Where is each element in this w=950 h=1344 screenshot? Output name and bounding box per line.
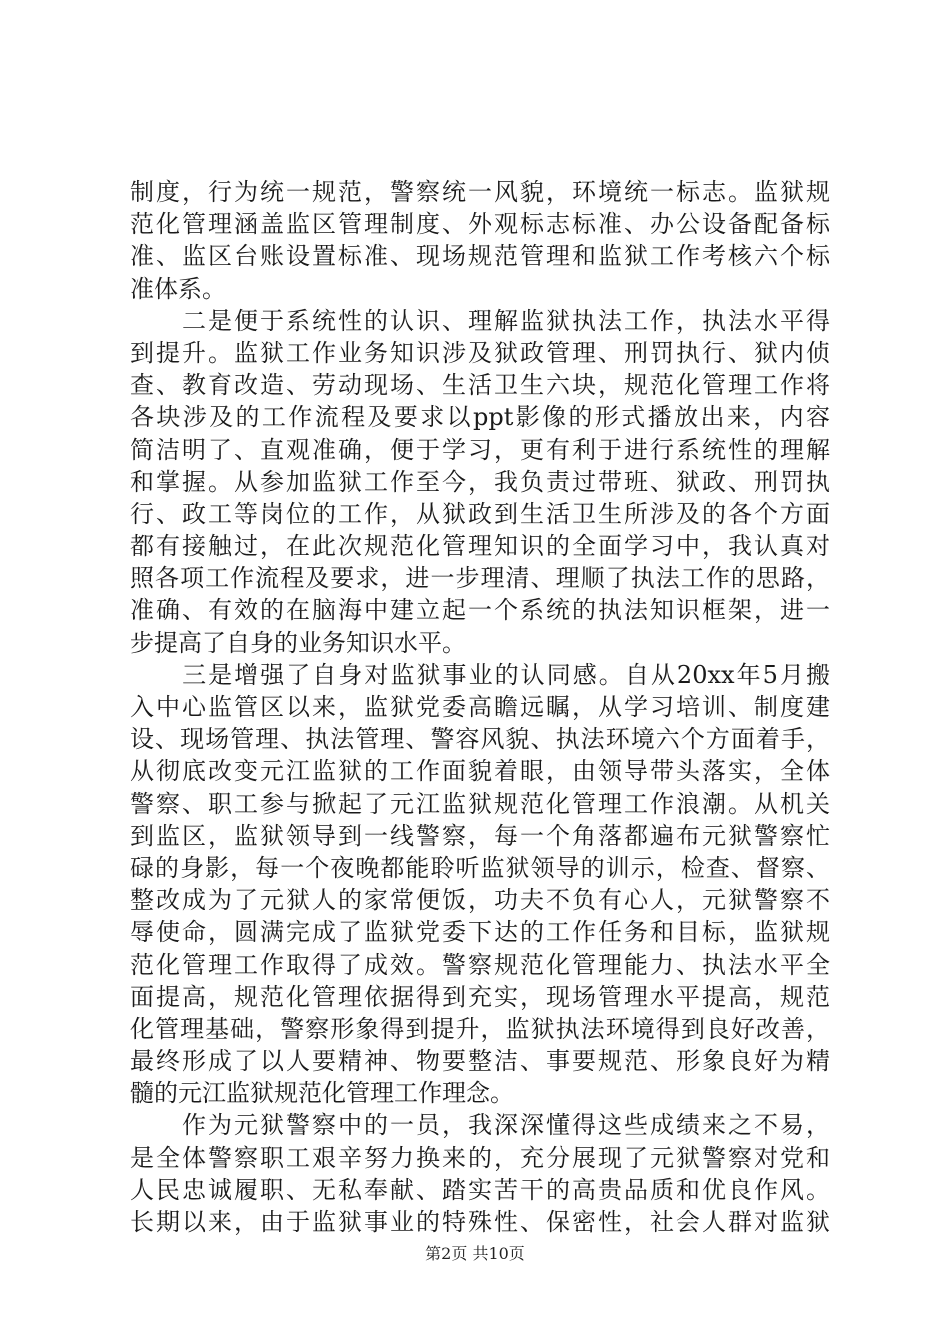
text-line: 人民忠诚履职、无私奉献、踏实苦干的高贵品质和优良作风。 bbox=[130, 1175, 830, 1204]
text-line: 范化管理工作取得了成效。警察规范化管理能力、执法水平全 bbox=[130, 950, 830, 979]
text-line: 制度，行为统一规范，警察统一风貌，环境统一标志。监狱规 bbox=[130, 178, 830, 206]
text-line: 准、监区台账设置标准、现场规范管理和监狱工作考核六个标 bbox=[130, 242, 830, 271]
text-line: 从彻底改变元江监狱的工作面貌着眼，由领导带头落实，全体 bbox=[130, 757, 830, 786]
text-line: 各块涉及的工作流程及要求以ppt影像的形式播放出来，内容 bbox=[130, 403, 830, 432]
text-line: 都有接触过，在此次规范化管理知识的全面学习中，我认真对 bbox=[130, 532, 830, 561]
text-line: 步提高了自身的业务知识水平。 bbox=[130, 628, 466, 657]
page-footer: 第2页 共10页 bbox=[425, 1244, 525, 1263]
text-line: 三是增强了自身对监狱事业的认同感。自从20xx年5月搬 bbox=[130, 660, 830, 689]
text-line: 作为元狱警察中的一员，我深深懂得这些成绩来之不易， bbox=[130, 1111, 830, 1140]
body-text bbox=[130, 176, 830, 1238]
text-line: 设、现场管理、执法管理、警容风貌、执法环境六个方面着手， bbox=[130, 725, 830, 754]
text-line: 化管理基础，警察形象得到提升，监狱执法环境得到良好改善， bbox=[130, 1014, 830, 1043]
text-line: 准体系。 bbox=[130, 274, 226, 303]
text-line: 行、政工等岗位的工作，从狱政到生活卫生所涉及的各个方面 bbox=[130, 499, 830, 528]
text-line: 髓的元江监狱规范化管理工作理念。 bbox=[130, 1079, 514, 1108]
text-line: 长期以来，由于监狱事业的特殊性、保密性，社会人群对监狱 bbox=[130, 1208, 830, 1236]
text-line: 简洁明了、直观准确，便于学习，更有利于进行系统性的理解 bbox=[130, 435, 830, 464]
text-line: 到监区，监狱领导到一线警察，每一个角落都遍布元狱警察忙 bbox=[130, 821, 830, 850]
text-line: 面提高，规范化管理依据得到充实，现场管理水平提高，规范 bbox=[130, 982, 830, 1011]
text-line: 最终形成了以人要精神、物要整洁、事要规范、形象良好为精 bbox=[130, 1047, 830, 1076]
text-line: 照各项工作流程及要求，进一步理清、理顺了执法工作的思路， bbox=[130, 564, 830, 593]
text-line: 入中心监管区以来，监狱党委高瞻远瞩，从学习培训、制度建 bbox=[130, 693, 830, 721]
text-line: 警察、职工参与掀起了元江监狱规范化管理工作浪潮。从机关 bbox=[130, 789, 830, 818]
text-line: 二是便于系统性的认识、理解监狱执法工作，执法水平得 bbox=[130, 306, 830, 335]
text-line: 辱使命，圆满完成了监狱党委下达的工作任务和目标，监狱规 bbox=[130, 918, 830, 947]
text-line: 是全体警察职工艰辛努力换来的，充分展现了元狱警察对党和 bbox=[130, 1143, 830, 1172]
text-line: 范化管理涵盖监区管理制度、外观标志标准、办公设备配备标 bbox=[130, 210, 830, 239]
text-line: 准确、有效的在脑海中建立起一个系统的执法知识框架，进一 bbox=[130, 596, 830, 625]
text-line: 查、教育改造、劳动现场、生活卫生六块，规范化管理工作将 bbox=[130, 371, 830, 400]
text-line: 和掌握。从参加监狱工作至今，我负责过带班、狱政、刑罚执 bbox=[130, 467, 830, 496]
text-line: 碌的身影，每一个夜晚都能聆听监狱领导的训示，检查、督察、 bbox=[130, 853, 830, 882]
text-line: 整改成为了元狱人的家常便饭，功夫不负有心人，元狱警察不 bbox=[130, 886, 830, 915]
text-line: 到提升。监狱工作业务知识涉及狱政管理、刑罚执行、狱内侦 bbox=[130, 338, 830, 367]
